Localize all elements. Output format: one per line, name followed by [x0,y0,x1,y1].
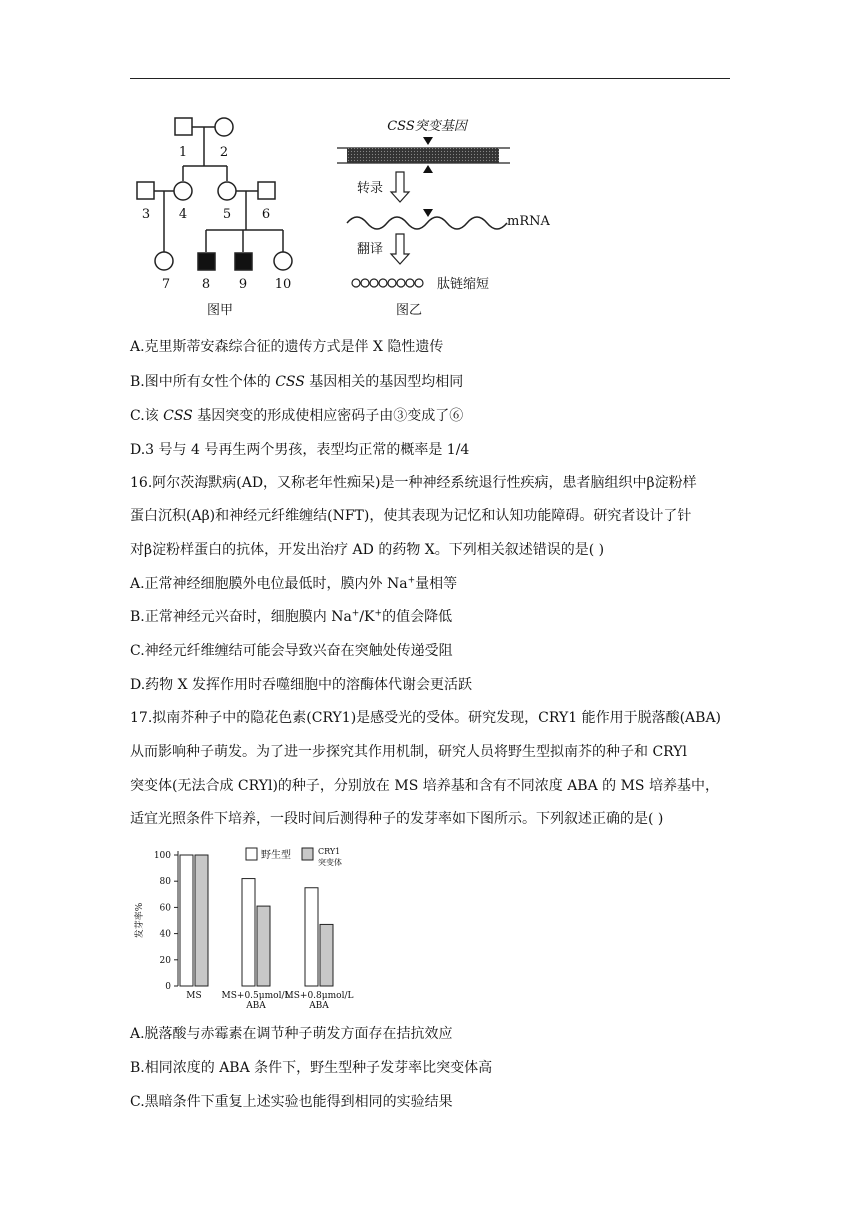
q17-stem-1: 17.拟南芥种子中的隐花色素(CRY1)是感受光的受体。研究发现，CRY1 能作用于脱落酸(ABA) [130,710,722,726]
q16-option-b [130,607,452,627]
y-tick-label-3: 60 [159,903,171,914]
pedigree-female-2 [215,118,233,136]
q16-option-b-mid: /K [359,609,375,625]
bar-wildtype-1 [242,879,255,986]
category-label-2-line2: ABA [309,1001,329,1011]
pedigree-label-9: 9 [238,277,248,292]
q17-stem-4: 适宜光照条件下培养，一段时间后测得种子的发芽率如下图所示。下列叙述正确的是( ) [130,811,664,827]
legend-swatch-mutant [302,848,313,860]
pedigree-male-8-affected [198,253,215,270]
pedigree-label-3: 3 [141,207,151,222]
pedigree-male-6 [258,182,275,199]
pedigree-label-1: 1 [178,145,188,160]
transcription-arrow [391,172,409,202]
pedigree-figure [120,108,320,323]
pedigree-label-10: 10 [274,277,292,292]
q15-option-c-gene: CSS [163,408,193,424]
bar-wildtype-0 [180,855,193,986]
pedigree-female-4 [174,182,192,200]
pedigree-female-10 [274,252,292,270]
mrna-strand [347,217,507,229]
pedigree-caption: 图甲 [206,303,234,318]
legend-label-wildtype: 野生型 [261,850,291,861]
q16-option-c: C.神经元纤维缠结可能会导致兴奋在突触处传递受阻 [130,643,453,659]
category-label-0: MS [186,991,202,1001]
pedigree-male-9-affected [235,253,252,270]
pedigree-label-7: 7 [161,277,171,292]
q16-stem-3: 对β淀粉样蛋白的抗体，开发出治疗 AD 的药物 X。下列相关叙述错误的是( ) [130,542,605,558]
q15-option-b-gene: CSS [275,374,305,390]
q16-stem-2: 蛋白沉积(Aβ)和神经元纤维缠结(NFT)，使其表现为记忆和认知功能障碍。研究者设计了针 [130,508,692,524]
pedigree-label-6: 6 [261,207,271,222]
q17-option-a: A.脱落酸与赤霉素在调节种子萌发方面存在拮抗效应 [130,1026,453,1042]
q16-option-b-post: 的值会降低 [382,609,453,625]
q15-option-c-pre: C.该 [130,408,164,424]
q15-option-c [130,406,463,426]
translation-arrow [391,234,409,264]
q17-stem-3: 突变体(无法合成 CRYl)的种子，分别放在 MS 培养基和含有不同浓度 ABA 的 MS 培养基中， [130,778,719,794]
q16-stem-1: 16.阿尔茨海默病(AD，又称老年性痴呆)是一种神经系统退行性疾病，患者脑组织中β淀粉样 [130,475,697,491]
mutation-caption: 图乙 [395,303,423,318]
q16-option-b-sup1: + [351,608,360,619]
q15-option-d: D.3 号与 4 号再生两个男孩，表型均正常的概率是 1/4 [130,442,470,458]
translation-label: 翻译 [357,242,384,257]
peptide-label: 肽链缩短 [437,277,490,292]
mutation-marker-top [423,137,433,145]
y-axis-label: 发芽率% [135,902,145,939]
germination-bar-chart [130,840,380,1020]
top-rule [130,78,730,79]
pedigree-label-4: 4 [178,207,188,222]
css-mutant-gene [347,148,499,163]
y-tick-label-2: 40 [159,929,171,940]
q15-option-c-post: 基因突变的形成使相应密码子由③变成了⑥ [192,408,464,424]
q16-option-a-sup: + [407,575,416,586]
q16-option-b-sup2: + [374,608,383,619]
q15-option-a: A.克里斯蒂安森综合征的遗传方式是伴 X 隐性遗传 [130,339,444,355]
q15-option-b-post: 基因相关的基因型均相同 [304,374,464,390]
pedigree-label-8: 8 [201,277,211,292]
category-label-2: MS+0.8μmol/L [284,991,354,1001]
pedigree-male-3 [137,182,154,199]
pedigree-male-1 [175,118,192,135]
shortened-peptide [352,279,423,287]
bar-mutant-1 [257,906,270,986]
q17-option-b: B.相同浓度的 ABA 条件下，野生型种子发芽率比突变体高 [130,1060,493,1076]
y-tick-label-1: 20 [159,955,171,966]
mutation-marker-bottom [423,165,433,173]
q16-option-a-post: 量相等 [415,576,458,592]
transcription-label: 转录 [357,181,384,196]
pedigree-female-7 [155,252,173,270]
q16-option-a-pre: A.正常神经细胞膜外电位最低时，膜内外 Na [130,576,408,592]
q16-option-a [130,574,457,594]
pedigree-label-2: 2 [219,145,229,160]
bar-mutant-0 [195,855,208,986]
mutation-figure [335,108,575,323]
y-tick-label-5: 100 [153,851,171,861]
pedigree-label-5: 5 [222,207,232,222]
legend-label-mutant: CRY1 [318,847,341,856]
q16-option-d: D.药物 X 发挥作用时吞噬细胞中的溶酶体代谢会更活跃 [130,677,473,693]
q15-option-b [130,372,463,392]
gene-label: CSS突变基因 [387,119,467,134]
legend-label-mutant-line2: 突变体 [318,858,342,867]
category-label-1: MS+0.5μmol/L [221,991,291,1001]
q16-option-b-pre: B.正常神经元兴奋时，细胞膜内 Na [130,609,352,625]
q17-stem-2: 从而影响种子萌发。为了进一步探究其作用机制，研究人员将野生型拟南芥的种子和 CRYl [130,744,687,760]
q17-option-c: C.黑暗条件下重复上述实验也能得到相同的实验结果 [130,1094,453,1110]
category-label-1-line2: ABA [246,1001,266,1011]
bar-wildtype-2 [305,888,318,986]
y-tick-label-4: 80 [159,877,171,888]
pedigree-female-5 [218,182,236,200]
mrna-mutation-marker [423,209,433,217]
y-tick-label-0: 0 [165,982,171,992]
bar-mutant-2 [320,924,333,986]
q15-option-b-pre: B.图中所有女性个体的 [130,374,276,390]
legend-swatch-wildtype [246,848,257,860]
mrna-label: mRNA [507,214,550,229]
